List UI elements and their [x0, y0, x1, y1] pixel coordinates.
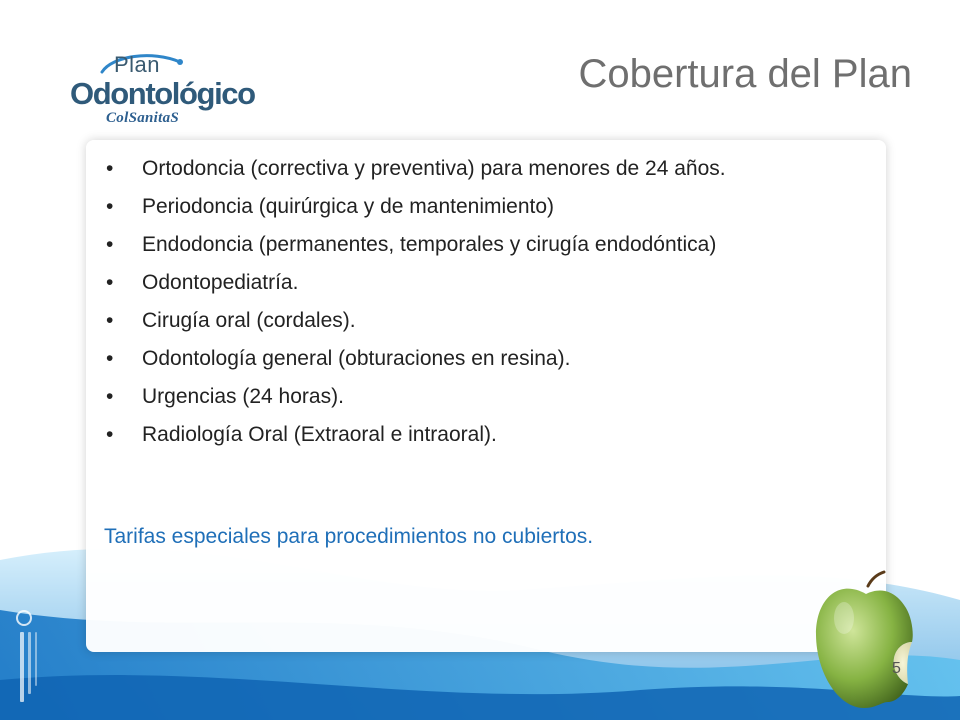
- page-number: 5: [892, 660, 901, 677]
- list-item: [102, 154, 856, 184]
- bullet-icon: •: [106, 271, 114, 294]
- slide-title: Cobertura del Plan: [578, 52, 912, 96]
- list-item: [102, 268, 856, 298]
- list-item: [102, 382, 856, 412]
- bullet-icon: •: [106, 385, 114, 408]
- plan-odontologico-logo: [62, 48, 255, 126]
- list-item: [102, 192, 856, 222]
- list-item-text: Cirugía oral (cordales).: [142, 309, 356, 332]
- bullet-icon: •: [106, 195, 114, 218]
- bullet-icon: •: [106, 347, 114, 370]
- list-item-text: Endodoncia (permanentes, temporales y cirugía endodóntica): [142, 233, 717, 256]
- logo-brand-text: ColSanitaS: [106, 110, 180, 126]
- list-item-text: Odontología general (obturaciones en resina).: [142, 347, 571, 370]
- bullet-icon: •: [106, 233, 114, 256]
- special-rates-note: Tarifas especiales para procedimientos no cubiertos.: [104, 525, 594, 548]
- bullet-icon: •: [106, 309, 114, 332]
- list-item-text: Odontopediatría.: [142, 271, 299, 294]
- list-item: [102, 420, 856, 450]
- list-item-text: Urgencias (24 horas).: [142, 385, 344, 408]
- coverage-list: [102, 154, 856, 458]
- list-item-text: Ortodoncia (correctiva y preventiva) para menores de 24 años.: [142, 157, 726, 180]
- bullet-icon: •: [106, 157, 114, 180]
- list-item: [102, 230, 856, 260]
- list-item: [102, 344, 856, 374]
- bullet-icon: •: [106, 423, 114, 446]
- list-item: [102, 306, 856, 336]
- bitten-apple-icon: [808, 568, 920, 718]
- logo-name-text: Odontológico: [70, 76, 255, 111]
- logo-plan-text: Plan: [114, 52, 161, 77]
- list-item-text: Periodoncia (quirúrgica y de mantenimiento): [142, 195, 555, 218]
- vigilado-watermark-icon: [10, 598, 50, 708]
- list-item-text: Radiología Oral (Extraoral e intraoral).: [142, 423, 497, 446]
